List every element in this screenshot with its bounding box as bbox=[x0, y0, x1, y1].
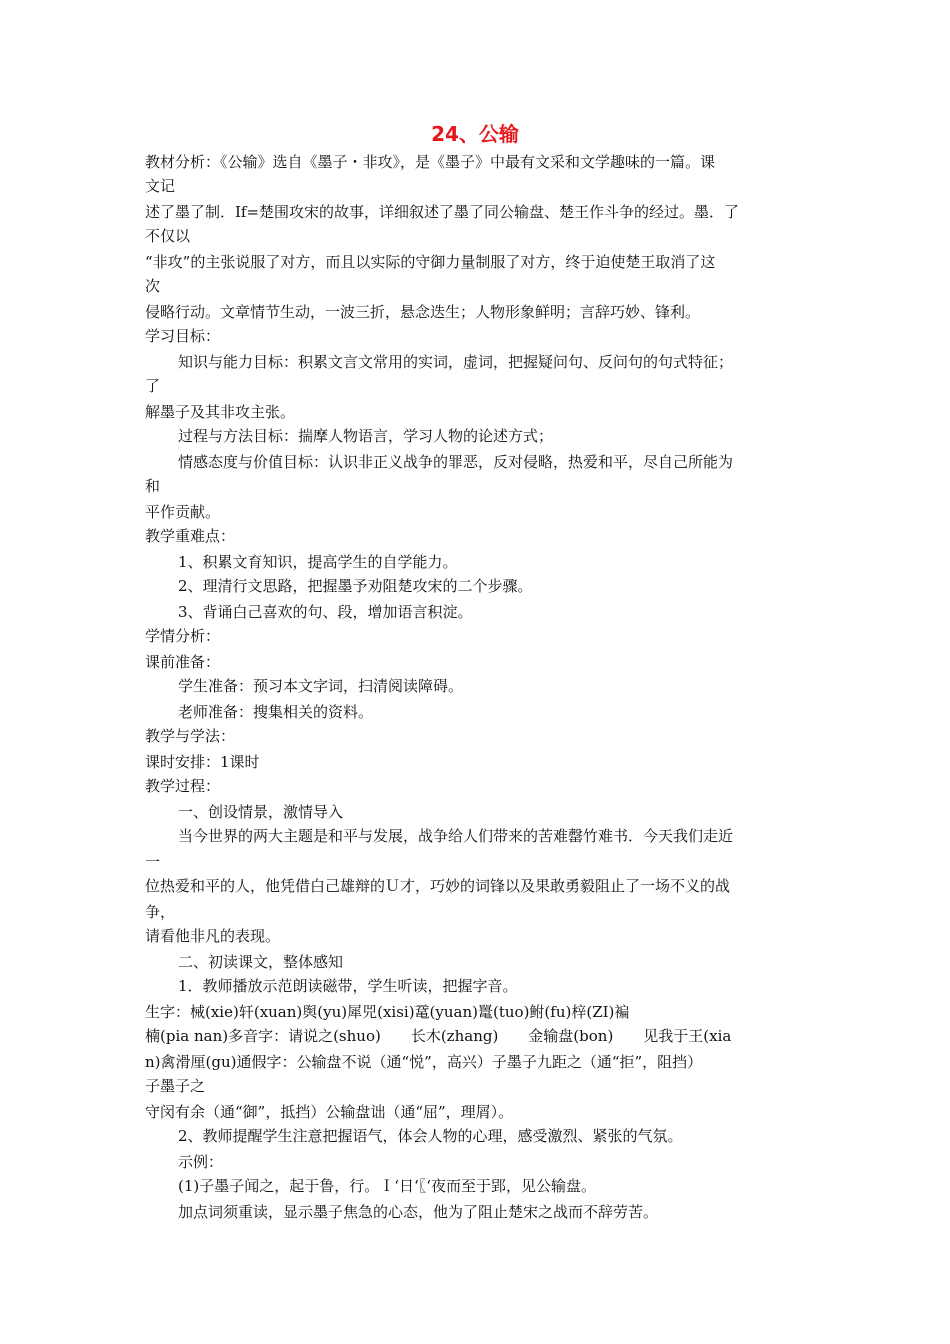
text-line: 解墨子及其非攻主张。 bbox=[145, 403, 296, 421]
text-line: 次 bbox=[145, 277, 161, 295]
text-line: 知识与能力目标：积累文言文常用的实词，虚词，把握疑问句、反问句的句式特征； bbox=[178, 353, 734, 371]
text-line: 示例： bbox=[178, 1153, 224, 1171]
text-line: n)禽滑厘(gu)通假字：公输盘不说（通“悦”，高兴）子墨子九距之（通“拒”，阻挡） bbox=[145, 1053, 703, 1071]
text-line: 2、理清行文思路，把握墨予劝阻楚攻宋的二个步骤。 bbox=[178, 577, 533, 595]
text-line: 教学重难点： bbox=[145, 527, 236, 545]
text-line: 侵略行动。文章情节生动，一波三折，悬念迭生；人物形象鲜明；言辞巧妙、锋利。 bbox=[145, 303, 701, 321]
text-line: 一、创设情景，激情导入 bbox=[178, 803, 344, 821]
text-line: 子墨子之 bbox=[145, 1077, 206, 1095]
text-line: 老师准备：搜集相关的资料。 bbox=[178, 703, 374, 721]
text-line: 了 bbox=[145, 377, 161, 395]
text-line: 教学过程： bbox=[145, 777, 221, 795]
text-line: 1、积累文育知识，提高学生的自学能力。 bbox=[178, 553, 458, 571]
text-line: 学生准备：预习本文字词，扫清阅读障碍。 bbox=[178, 677, 464, 695]
text-line: 过程与方法目标：揣摩人物语言，学习人物的论述方式； bbox=[178, 427, 554, 445]
text-line: 加点词须重读，显示墨子焦急的心态，他为了阻止楚宋之战而不辞劳苦。 bbox=[178, 1203, 659, 1221]
text-line: 一 bbox=[145, 853, 161, 871]
text-line: 教学与学法： bbox=[145, 727, 236, 745]
text-line: 当今世界的两大主题是和平与发展，战争给人们带来的苦难罄竹难书．今天我们走近 bbox=[178, 827, 734, 845]
text-line: 平作贡献。 bbox=[145, 503, 221, 521]
text-line: 二、初读课文，整体感知 bbox=[178, 953, 344, 971]
text-line: 不仅以 bbox=[145, 227, 191, 245]
text-line: (1)子墨子闻之，起于鲁，行。Ｉ‘日‘〖‘夜而至于郢，见公输盘。 bbox=[178, 1177, 597, 1195]
text-line: 生字：械(xie)轩(xuan)舆(yu)犀兕(xisi)鼋(yuan)鼍(tuo)鲋(fu)梓(ZI)褊 bbox=[145, 1003, 630, 1021]
text-line: 3、背诵白己喜欢的句、段，增加语言积淀。 bbox=[178, 603, 473, 621]
document-title: 24、公输 bbox=[431, 122, 519, 146]
text-line: 请看他非凡的表现。 bbox=[145, 927, 281, 945]
text-line: 课时安排：1课时 bbox=[145, 753, 260, 771]
text-line: 和 bbox=[145, 477, 161, 495]
text-line: 课前准备： bbox=[145, 653, 221, 671]
text-line: 学习目标： bbox=[145, 327, 221, 345]
text-line: 学情分析： bbox=[145, 627, 221, 645]
text-line: 1．教师播放示范朗读磁带，学生听读，把握字音。 bbox=[178, 977, 518, 995]
text-line: 教材分析：《公输》选自《墨子・非攻》，是《墨子》中最有文采和文学趣味的一篇。课 bbox=[145, 153, 716, 171]
text-line: 守闵有余（通“御”，抵挡）公输盘诎（通“屈”，理屑）。 bbox=[145, 1103, 514, 1121]
text-line: 文记 bbox=[145, 177, 176, 195]
text-line: 情感态度与价值目标：认识非正义战争的罪恶，反对侵略，热爱和平，尽自己所能为 bbox=[178, 453, 734, 471]
text-line: 楠(pia nan)多音字：请说之(shuo) 长木(zhang) 金输盘(bon) 见我于王(xia bbox=[145, 1027, 732, 1045]
text-line: “非攻”的主张说服了对方，而且以实际的守御力量制服了对方，终于迫使楚王取消了这 bbox=[145, 253, 716, 271]
text-line: 位热爱和平的人，他凭借白己雄辩的Ｕ才，巧妙的词锋以及果敢勇毅阻止了一场不义的战 bbox=[145, 877, 731, 895]
text-line: 2、教师提醒学生注意把握语气，体会人物的心理，感受激烈、紧张的气氛。 bbox=[178, 1127, 683, 1145]
text-line: 述了墨了制．If=楚围攻宋的故事，详细叙述了墨了同公输盘、楚王作斗争的经过。墨．了 bbox=[145, 203, 740, 221]
text-line: 争， bbox=[145, 903, 176, 921]
